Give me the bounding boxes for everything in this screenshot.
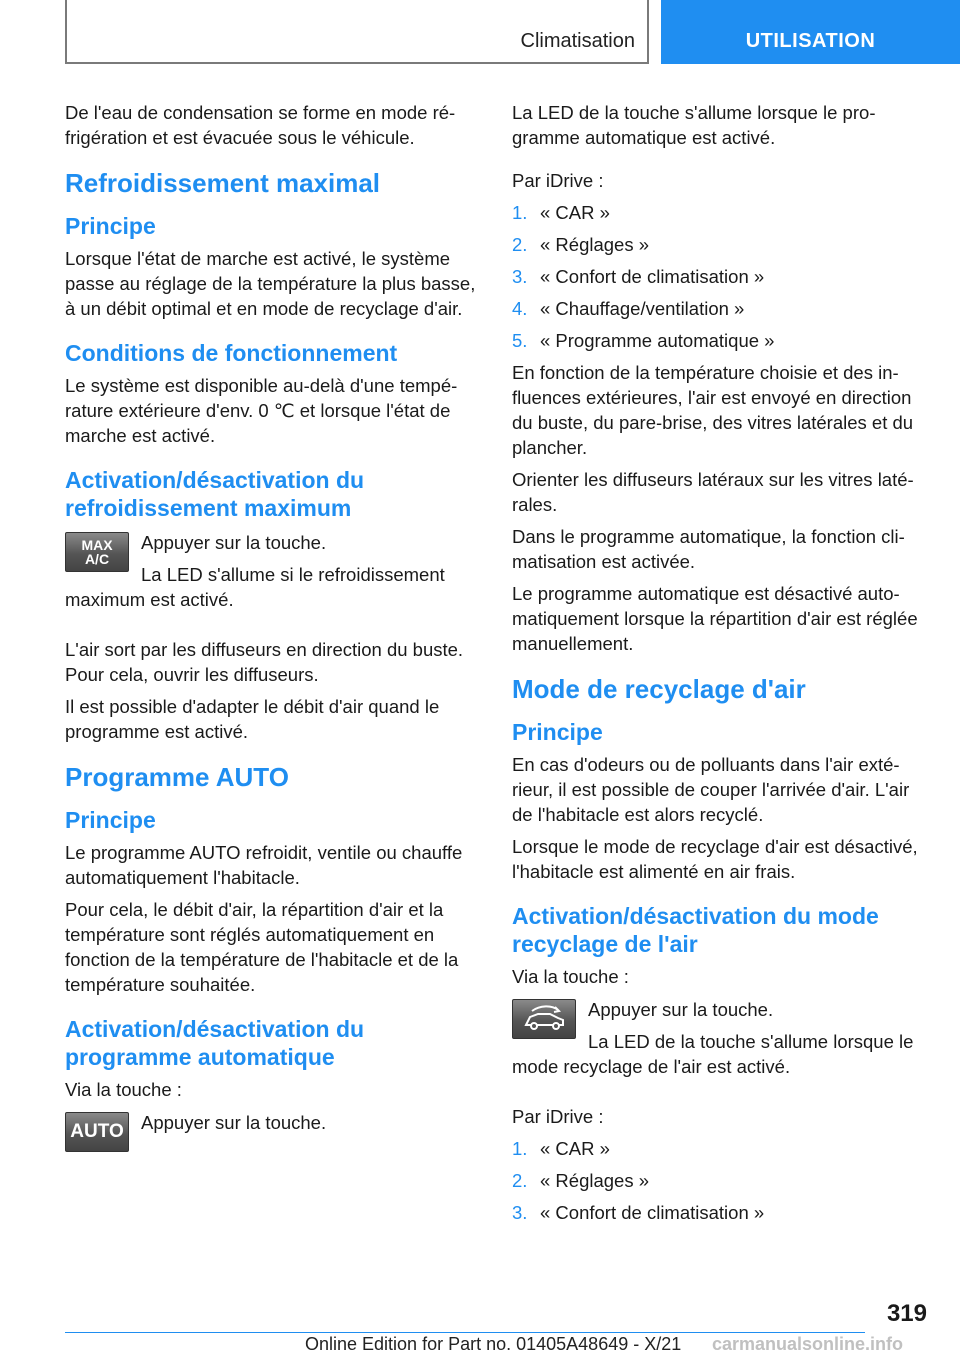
paragraph-idrive-1: Par iDrive : [512, 170, 604, 191]
step-number: 4. [512, 298, 528, 319]
heading-activation-recyclage: Activation/désactivation du mode recyclage de l'air [512, 903, 879, 957]
footer-divider [65, 1332, 865, 1333]
header-chapter-title: UTILISATION [745, 30, 876, 52]
list-item [512, 1168, 927, 1193]
heading-refroidissement-maximal: Refroidissement maximal [65, 168, 381, 198]
step-text: « CAR » [540, 202, 610, 223]
paragraph-desactive: Le programme automatique est désactivé automatiquement lorsque la répartition d'air est réglée manuellement. [512, 583, 918, 654]
paragraph-climatisation: Dans le programme automatique, la fonction climatisation est activée. [512, 526, 905, 572]
heading-principe-recyclage: Principe [512, 719, 603, 745]
header-chapter-box [661, 0, 960, 64]
step-number: 3. [512, 266, 528, 287]
recirculation-instruction [512, 997, 927, 1086]
paragraph-conditions: Le système est disponible au-delà d'une température extérieure d'env. 0 ℃ et lorsque l'état de marche est activé. [65, 375, 458, 446]
footer-edition: Online Edition for Part no. 01405A48649 - X/21 [305, 1334, 682, 1354]
auto-key-icon: AUTO [65, 1112, 129, 1152]
heading-mode-recyclage: Mode de recyclage d'air [512, 674, 806, 704]
max-ac-key-line2: A/C [84, 551, 110, 567]
step-text: « Confort de climatisation » [540, 1202, 765, 1223]
left-column [65, 100, 480, 1164]
step-number: 2. [512, 234, 528, 255]
right-column [512, 100, 927, 1232]
watermark: carmanualsonline.info [712, 1334, 904, 1354]
paragraph-desactivation: Lorsque le mode de recyclage d'air est désactivé, l'habitacle est alimenté en air frais. [512, 836, 918, 882]
header-section-box [65, 0, 649, 64]
list-item [512, 264, 927, 289]
paragraph-fonction: En fonction de la température choisie et des influences extérieures, l'air est envoyé en direction du buste, du pare-brise, des vitres latérales et du plancher. [512, 362, 914, 458]
list-item [512, 328, 927, 353]
step-number: 2. [512, 1170, 528, 1191]
list-item [512, 232, 927, 257]
step-text: « Réglages » [540, 234, 650, 255]
paragraph-odeurs: En cas d'odeurs ou de polluants dans l'air extérieur, il est possible de couper l'arrivée d'air. L'air de l'habitacle est alors recyclé. [512, 754, 910, 825]
paragraph-max-led: La LED s'allume si le refroidissement maximum est activé. [65, 564, 445, 610]
paragraph-auto-press: Appuyer sur la touche. [141, 1112, 327, 1133]
auto-instruction [65, 1110, 480, 1156]
idrive-steps-1 [512, 200, 927, 353]
max-ac-key-line1: MAX [81, 537, 113, 553]
list-item [512, 200, 927, 225]
paragraph-idrive-2: Par iDrive : [512, 1106, 604, 1127]
step-text: « Programme automatique » [540, 330, 775, 351]
step-number: 1. [512, 202, 528, 223]
heading-conditions: Conditions de fonctionnement [65, 340, 398, 366]
step-text: « Confort de climatisation » [540, 266, 765, 287]
intro-paragraph: De l'eau de condensation se forme en mode réfrigération et est évacuée sous le véhicule. [65, 102, 456, 148]
step-text: « CAR » [540, 1138, 610, 1159]
list-item [512, 1136, 927, 1161]
step-number: 3. [512, 1202, 528, 1223]
step-number: 1. [512, 1138, 528, 1159]
heading-principe: Principe [65, 213, 156, 239]
header-section-title: Climatisation [520, 30, 635, 52]
paragraph-max-press: Appuyer sur la touche. [141, 532, 327, 553]
list-item [512, 296, 927, 321]
paragraph-adapt: Il est possible d'adapter le débit d'air quand le programme est activé. [65, 696, 440, 742]
paragraph-orienter: Orienter les diffuseurs latéraux sur les vitres latérales. [512, 469, 914, 515]
idrive-steps-2 [512, 1136, 927, 1225]
paragraph-via-key-recyclage: Via la touche : [512, 966, 629, 987]
max-ac-key-icon [65, 532, 129, 572]
heading-activation-auto: Activation/désactivation du programme automatique [65, 1016, 365, 1070]
paragraph-via-key: Via la touche : [65, 1079, 182, 1100]
step-number: 5. [512, 330, 528, 351]
paragraph-auto-1: Le programme AUTO refroidit, ventile ou chauffe automatiquement l'habitacle. [65, 842, 463, 888]
max-ac-instruction [65, 530, 480, 619]
paragraph-recyclage-press: Appuyer sur la touche. [588, 999, 774, 1020]
paragraph-air-out: L'air sort par les diffuseurs en direction du buste. Pour cela, ouvrir les diffuseurs. [65, 639, 464, 685]
paragraph-led-auto: La LED de la touche s'allume lorsque le programme automatique est activé. [512, 102, 876, 148]
paragraph-auto-2: Pour cela, le débit d'air, la répartition d'air et la température sont réglés automatiquement en fonction de la température de l'habitacle et de la température souhaitée. [65, 899, 459, 995]
heading-principe-auto: Principe [65, 807, 156, 833]
step-text: « Chauffage/ventilation » [540, 298, 745, 319]
recirculation-key-icon [512, 999, 576, 1039]
heading-programme-auto: Programme AUTO [65, 762, 289, 792]
paragraph-recyclage-led: La LED de la touche s'allume lorsque le mode recyclage de l'air est activé. [512, 1031, 914, 1077]
step-text: « Réglages » [540, 1170, 650, 1191]
page-number: 319 [886, 1300, 927, 1327]
paragraph-principe: Lorsque l'état de marche est activé, le système passe au réglage de la température la plus basse, à un débit optimal et en mode de recyclage d'air. [65, 248, 476, 319]
heading-activation-max: Activation/désactivation du refroidissement maximum [65, 467, 365, 521]
list-item [512, 1200, 927, 1225]
